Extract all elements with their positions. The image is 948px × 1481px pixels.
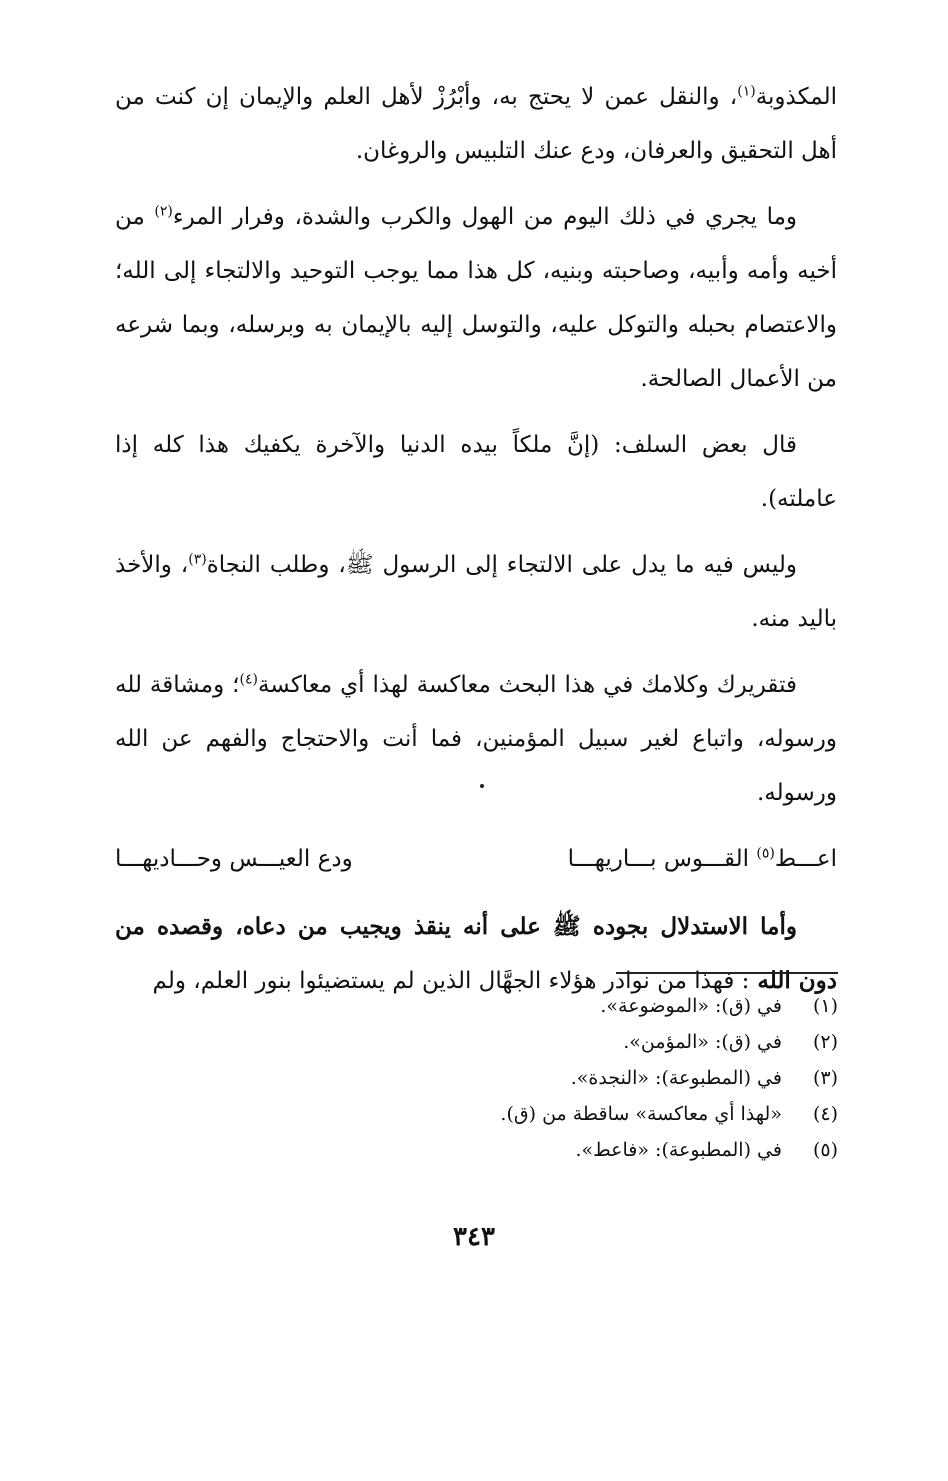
footnote-number: (٤) (812, 1103, 838, 1125)
footnote-5 (300, 1132, 838, 1168)
page-number: ٣٤٣ (453, 1222, 495, 1252)
footnote-ref-1[interactable]: (١) (737, 83, 756, 100)
footnote-1 (300, 988, 838, 1024)
paragraph-6: وأما الاستدلال بجوده ﷺ على أنه ينقذ ويجيب من دعاه، وقصده من دون الله : فهذا من نوادر هؤلاء الجهَّال الذين لم يستضيئوا بنور العلم، ولم (115, 913, 837, 994)
footnote-text: في (المطبوعة): «النجدة». (570, 1067, 782, 1089)
verse-first-hemistich: اعـــط$^{(٥)}$ القـــوس بـــاريهـــا (567, 845, 837, 872)
footnote-ref-5[interactable]: (٥) (756, 845, 775, 862)
footnote-4 (300, 1096, 838, 1132)
main-text (115, 70, 837, 1020)
footnote-number: (٢) (812, 1031, 838, 1053)
footnote-ref-4[interactable]: (٤) (239, 671, 258, 688)
footnote-3 (300, 1060, 838, 1096)
footnote-ref-3[interactable]: (٣) (188, 551, 207, 568)
poetry-verse (115, 832, 837, 886)
paragraph-3: قال بعض السلف: (إنَّ ملكاً بيده الدنيا والآخرة يكفيك هذا كله إذا عاملته). (115, 432, 837, 512)
paragraph-5: فتقريرك وكلامك في هذا البحث معاكسة لهذا أي معاكسة$^{(٤)}$؛ ومشاقة لله ورسوله، واتباع لغير سبيل المؤمنين، فما أنت والاحتجاج والفهم عن الله ورسوله. (115, 671, 837, 806)
footnote-text: في (ق): «الموضوعة». (600, 995, 782, 1017)
footnote-text: في (المطبوعة): «فاعط». (575, 1139, 782, 1161)
footnote-number: (١) (812, 995, 838, 1017)
footnote-number: (٣) (812, 1067, 838, 1089)
footnote-number: (٥) (812, 1139, 838, 1161)
verse-second-hemistich: ودع العيـــس وحـــاديهـــا (115, 846, 353, 872)
footnote-text: «لهذا أي معاكسة» ساقطة من (ق). (500, 1103, 782, 1125)
footnote-2 (300, 1024, 838, 1060)
paragraph-1: المكذوبة$^{(١)}$، والنقل عمن لا يحتج به، وأبْرُزْ لأهل العلم والإيمان إن كنت من أهل التحقيق والعرفان، ودع عنك التلبيس والروغان. (115, 83, 837, 164)
paragraph-4: وليس فيه ما يدل على الالتجاء إلى الرسول ﷺ، وطلب النجاة$^{(٣)}$، والأخذ باليد منه. (115, 551, 837, 632)
footnote-ref-2[interactable]: (٢) (154, 203, 173, 220)
footnotes-list (300, 988, 838, 1168)
ink-dot-mark (480, 784, 484, 788)
footnote-text: في (ق): «المؤمن». (623, 1031, 782, 1053)
paragraph-2: وما يجري في ذلك اليوم من الهول والكرب والشدة، وفرار المرء$^{(٢)}$ من أخيه وأمه وأبيه، وصاحبته وبنيه، كل هذا مما يوجب التوحيد والالتجاء إلى الله؛ والاعتصام بحبله والتوكل عليه، والتوسل إليه بالإيمان به وبرسله، وبما شرعه من الأعمال الصالحة. (115, 203, 837, 392)
footnote-separator (616, 972, 838, 974)
